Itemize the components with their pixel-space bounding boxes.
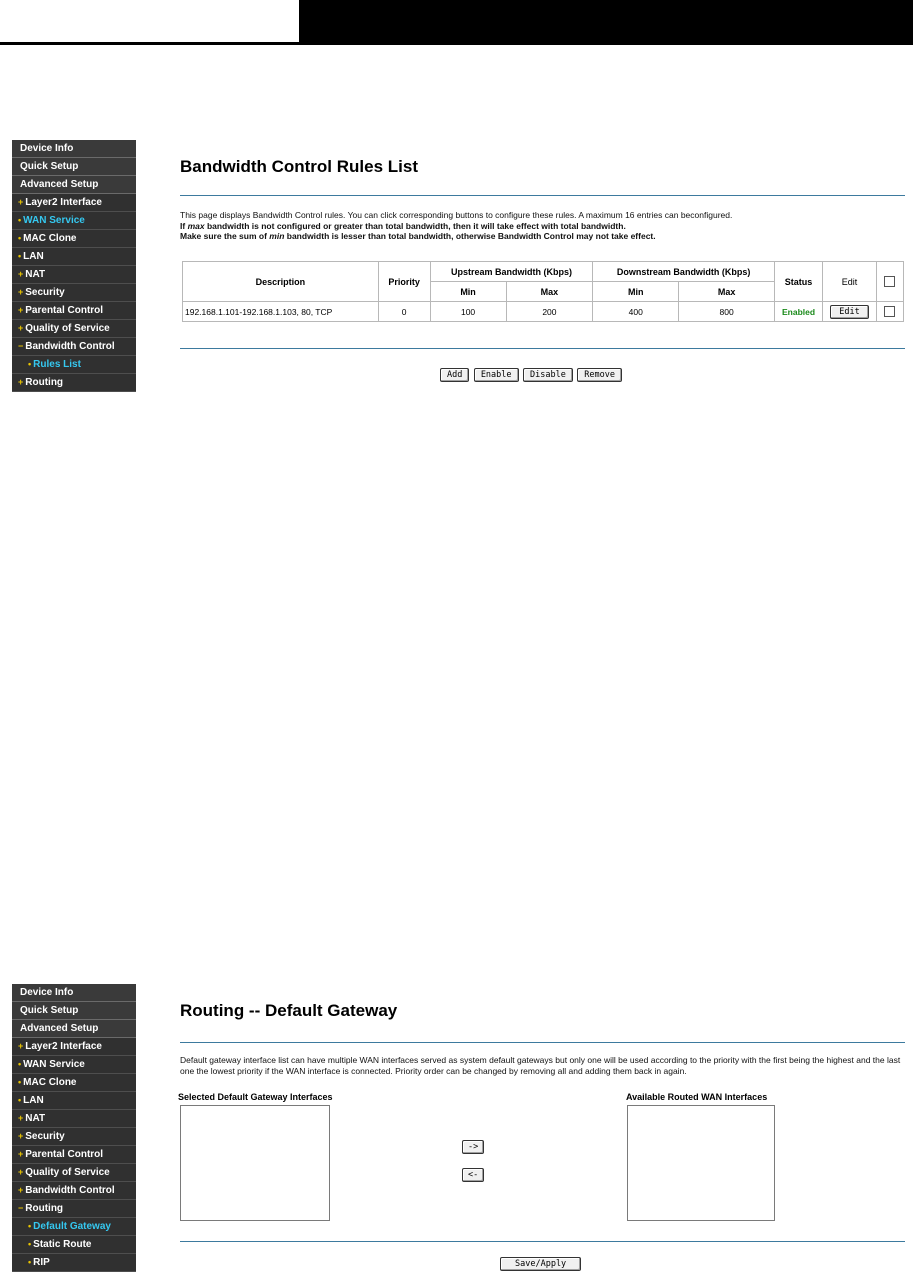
bandwidth-control-screenshot xyxy=(0,140,913,395)
cell-up-min: 100 xyxy=(430,302,506,322)
edit-button[interactable]: Edit xyxy=(830,305,868,319)
enable-button[interactable]: Enable xyxy=(474,368,519,382)
sidebar-item-label: Parental Control xyxy=(25,1149,104,1160)
expand-icon: + xyxy=(18,1185,24,1195)
available-interfaces-label: Available Routed WAN Interfaces xyxy=(626,1092,768,1102)
sidebar-nav xyxy=(12,984,136,1272)
sidebar-item-label: Parental Control xyxy=(25,305,104,316)
header-upstream: Upstream Bandwidth (Kbps) xyxy=(430,262,593,282)
sidebar-item-rules-list[interactable] xyxy=(12,356,136,374)
sidebar-item-advanced-setup[interactable] xyxy=(12,1020,136,1038)
sidebar-item-security[interactable] xyxy=(12,1128,136,1146)
header-description: Description xyxy=(183,262,379,302)
sidebar-item-label: Layer2 Interface xyxy=(25,1041,102,1052)
expand-icon: + xyxy=(18,287,24,297)
cell-priority: 0 xyxy=(378,302,430,322)
table-row xyxy=(183,302,904,322)
sidebar-item-lan[interactable] xyxy=(12,248,136,266)
sidebar-item-lan[interactable] xyxy=(12,1092,136,1110)
sidebar-item-label: Quick Setup xyxy=(20,1005,79,1016)
header-up-min: Min xyxy=(430,282,506,302)
selected-interfaces-list[interactable] xyxy=(180,1105,330,1221)
expand-icon: + xyxy=(18,323,24,333)
header-status: Status xyxy=(775,262,823,302)
sidebar-item-label: MAC Clone xyxy=(23,233,77,244)
sidebar-item-label: Rules List xyxy=(33,359,81,370)
cell-select xyxy=(876,302,903,322)
header-edit: Edit xyxy=(823,262,877,302)
bullet-icon: • xyxy=(18,215,22,225)
sidebar-item-mac-clone[interactable] xyxy=(12,230,136,248)
sidebar-item-label: Layer2 Interface xyxy=(25,197,102,208)
sidebar-item-label: NAT xyxy=(25,269,46,280)
expand-icon: + xyxy=(18,197,24,207)
sidebar-item-label: Static Route xyxy=(33,1239,92,1250)
expand-icon: + xyxy=(18,1113,24,1123)
collapse-icon: − xyxy=(18,1203,24,1213)
content-area xyxy=(180,157,905,177)
sidebar-item-label: WAN Service xyxy=(23,1059,85,1070)
header-up-max: Max xyxy=(506,282,593,302)
expand-icon: + xyxy=(18,305,24,315)
cell-status: Enabled xyxy=(775,302,823,322)
action-buttons xyxy=(440,364,622,382)
sidebar-item-label: Routing xyxy=(25,1203,64,1214)
page-title: Bandwidth Control Rules List xyxy=(180,157,418,176)
sidebar-item-nat[interactable] xyxy=(12,266,136,284)
bullet-icon: • xyxy=(18,1095,22,1105)
bullet-icon: • xyxy=(28,1257,32,1267)
expand-icon: + xyxy=(18,1149,24,1159)
bullet-icon: • xyxy=(18,1077,22,1087)
bullet-icon: • xyxy=(28,359,32,369)
sidebar-item-device-info[interactable] xyxy=(12,984,136,1002)
sidebar-item-label: NAT xyxy=(25,1113,46,1124)
cell-up-max: 200 xyxy=(506,302,593,322)
sidebar-item-rip[interactable] xyxy=(12,1254,136,1272)
cell-down-min: 400 xyxy=(593,302,679,322)
table-divider xyxy=(180,348,905,349)
sidebar-item-routing[interactable] xyxy=(12,1200,136,1218)
move-left-button[interactable]: <- xyxy=(462,1168,484,1182)
sidebar-item-wan-service[interactable] xyxy=(12,212,136,230)
sidebar-item-mac-clone[interactable] xyxy=(12,1074,136,1092)
page-title: Routing -- Default Gateway xyxy=(180,1001,398,1020)
header-select-all xyxy=(876,262,903,302)
default-gateway-screenshot xyxy=(0,984,913,1278)
sidebar-item-default-gateway[interactable] xyxy=(12,1218,136,1236)
header-down-min: Min xyxy=(593,282,679,302)
sidebar-item-label: RIP xyxy=(33,1257,50,1268)
bullet-icon: • xyxy=(18,251,22,261)
expand-icon: + xyxy=(18,269,24,279)
sidebar-item-label: Bandwidth Control xyxy=(25,1185,115,1196)
collapse-icon: − xyxy=(18,341,24,351)
sidebar-nav xyxy=(12,140,136,392)
header-priority: Priority xyxy=(378,262,430,302)
sidebar-item-label: Bandwidth Control xyxy=(25,341,115,352)
cell-description: 192.168.1.101-192.168.1.103, 80, TCP xyxy=(183,302,379,322)
remove-button[interactable]: Remove xyxy=(577,368,622,382)
sidebar-item-static-route[interactable] xyxy=(12,1236,136,1254)
disable-button[interactable]: Disable xyxy=(523,368,573,382)
sidebar-item-quality-of-service[interactable] xyxy=(12,320,136,338)
sidebar-item-label: Security xyxy=(25,1131,65,1142)
description-line-3-post: bandwidth is lesser than total bandwidth, otherwise Bandwidth Control may not take effect. xyxy=(284,231,656,241)
header-down-max: Max xyxy=(679,282,775,302)
sidebar-item-label: Security xyxy=(25,287,65,298)
expand-icon: + xyxy=(18,1131,24,1141)
sidebar-item-layer2-interface[interactable] xyxy=(12,194,136,212)
document-header-rule xyxy=(0,42,913,45)
sidebar-item-label: Quality of Service xyxy=(25,323,110,334)
sidebar-item-routing[interactable] xyxy=(12,374,136,392)
page-description xyxy=(180,210,905,242)
bullet-icon: • xyxy=(18,233,22,243)
sidebar-item-parental-control[interactable] xyxy=(12,1146,136,1164)
sidebar-item-label: LAN xyxy=(23,251,44,262)
cell-edit xyxy=(823,302,877,322)
bullet-icon: • xyxy=(28,1239,32,1249)
sidebar-item-label: Default Gateway xyxy=(33,1221,111,1232)
cell-down-max: 800 xyxy=(679,302,775,322)
sidebar-item-label: Advanced Setup xyxy=(20,179,99,190)
description-line-2-pre: If xyxy=(180,220,188,231)
select-all-checkbox[interactable] xyxy=(884,276,895,287)
bullet-icon: • xyxy=(18,1059,22,1069)
expand-icon: + xyxy=(18,1167,24,1177)
sidebar-item-label: Quality of Service xyxy=(25,1167,110,1178)
sidebar-item-device-info[interactable] xyxy=(12,140,136,158)
description-line-2-post: bandwidth is not configured or greater than total bandwidth, then it will take effect with total bandwidth. xyxy=(204,220,626,231)
sidebar-item-label: Device Info xyxy=(20,987,74,998)
row-checkbox[interactable] xyxy=(884,306,895,317)
bullet-icon: • xyxy=(28,1221,32,1231)
title-divider xyxy=(180,1042,905,1043)
title-divider xyxy=(180,195,905,196)
page-description: Default gateway interface list can have multiple WAN interfaces served as system default gateways but only one will be used according to the priority with the first being the highest and the last one the lowest priority if the WAN interface is connected. Priority order can be changed by removing all and adding them back in again. xyxy=(180,1055,901,1076)
save-apply-button[interactable]: Save/Apply xyxy=(500,1257,581,1271)
sidebar-item-label: Advanced Setup xyxy=(20,1023,99,1034)
sidebar-item-label: MAC Clone xyxy=(23,1077,77,1088)
sidebar-item-bandwidth-control[interactable] xyxy=(12,338,136,356)
sidebar-item-quality-of-service[interactable] xyxy=(12,1164,136,1182)
sidebar-item-label: Device Info xyxy=(20,143,74,154)
move-right-button[interactable]: -> xyxy=(462,1140,484,1154)
sidebar-item-bandwidth-control[interactable] xyxy=(12,1182,136,1200)
sidebar-item-layer2-interface[interactable] xyxy=(12,1038,136,1056)
content-area xyxy=(180,1001,905,1021)
add-button[interactable]: Add xyxy=(440,368,469,382)
description-line-3-em: min xyxy=(269,231,285,241)
sidebar-item-security[interactable] xyxy=(12,284,136,302)
sidebar-item-label: WAN Service xyxy=(23,215,85,226)
sidebar-item-wan-service[interactable] xyxy=(12,1056,136,1074)
sidebar-item-parental-control[interactable] xyxy=(12,302,136,320)
document-header-bar xyxy=(299,0,913,42)
sidebar-item-quick-setup[interactable] xyxy=(12,158,136,176)
available-interfaces-list[interactable] xyxy=(627,1105,775,1221)
expand-icon: + xyxy=(18,377,24,387)
bottom-divider xyxy=(180,1241,905,1242)
sidebar-item-advanced-setup[interactable] xyxy=(12,176,136,194)
selected-interfaces-label: Selected Default Gateway Interfaces xyxy=(178,1092,333,1102)
description-line-1: This page displays Bandwidth Control rules. You can click corresponding buttons to configure these rules. A maximum 16 entries can beconfigured. xyxy=(180,210,733,220)
rules-table xyxy=(182,261,904,322)
sidebar-item-label: Routing xyxy=(25,377,64,388)
header-downstream: Downstream Bandwidth (Kbps) xyxy=(593,262,775,282)
expand-icon: + xyxy=(18,1041,24,1051)
description-line-2-em: max xyxy=(187,220,205,231)
sidebar-item-label: LAN xyxy=(23,1095,44,1106)
description-line-3-pre: Make sure the sum of xyxy=(180,231,270,241)
sidebar-item-quick-setup[interactable] xyxy=(12,1002,136,1020)
sidebar-item-label: Quick Setup xyxy=(20,161,79,172)
sidebar-item-nat[interactable] xyxy=(12,1110,136,1128)
